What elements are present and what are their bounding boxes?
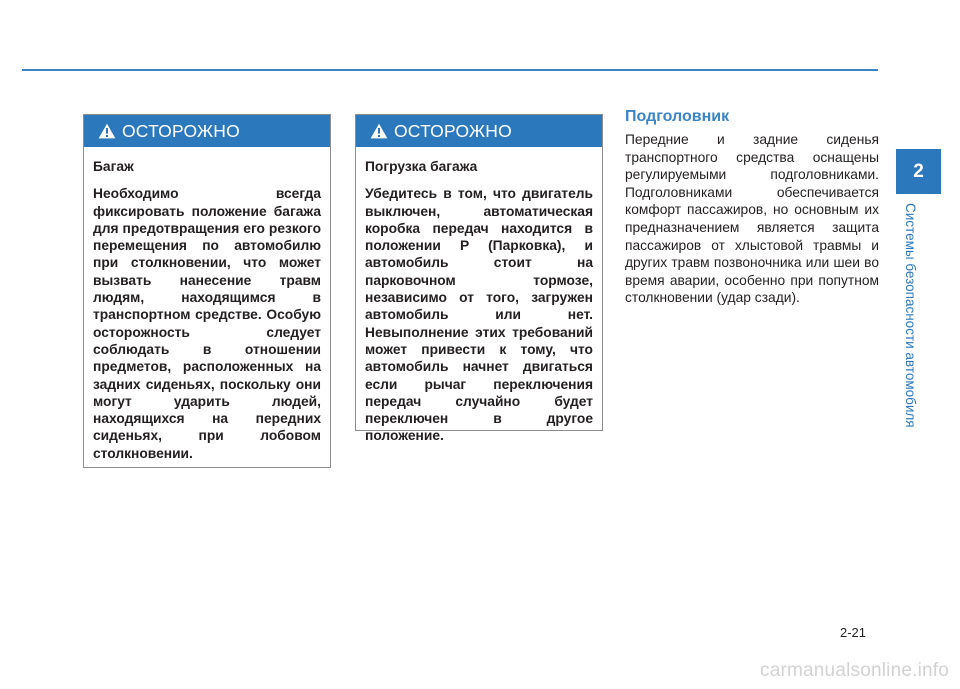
warning-subtitle: Багаж — [93, 159, 134, 174]
warning-header — [356, 115, 602, 147]
warning-header — [84, 115, 330, 147]
page-number: 2-21 — [840, 625, 867, 640]
watermark: carmanualsonline.info — [760, 660, 950, 681]
warning-text: Необходимо всегда фиксировать положение багажа для предотвращения его резкого перемещения по автомобилю при столкновении, что может вызвать нанесение травм людям, находящимся в транспортном средстве. Особую осторожность следует соблюдать в отношении предметов, расположенных на задних сиденьях, поскольку они могут ударить людей, находящихся на передних сиденьях, при лобовом столкновении. — [93, 186, 321, 461]
warning-title: ОСТОРОЖНО — [122, 120, 240, 141]
warning-box-luggage — [83, 114, 331, 468]
section-title: Подголовник — [625, 108, 730, 125]
warning-body — [356, 147, 602, 445]
warning-body — [84, 147, 330, 462]
warning-box-loading — [355, 114, 603, 444]
warning-subtitle: Погрузка багажа — [365, 159, 478, 174]
section-text: Передние и задние сиденья транспортного средства оснащены регулируемыми подголовниками. Подголовниками обеспечивается комфорт пассажиров, но основным их предназначением является защита пассажиров от хлыстовой травмы и других травм позвоночника или шеи во время аварии, особенно при попутном столкновении (удар сзади). — [625, 132, 879, 306]
warning-triangle-icon — [98, 123, 116, 139]
top-divider — [22, 69, 878, 71]
chapter-number-tab: 2 — [896, 149, 941, 194]
chapter-title-vertical: Системы безопасности автомобиля — [903, 203, 918, 428]
warning-title: ОСТОРОЖНО — [394, 120, 512, 141]
warning-triangle-icon — [370, 123, 388, 139]
warning-text: Убедитесь в том, что двигатель выключен, автоматическая коробка передач находится в положении P (Парковка), и автомобиль стоит на парковочном тормозе, независимо от того, загружен автомобиль или нет. Невыполнение этих требований может привести к тому, что автомобиль начнет двигаться если рычаг переключения передач случайно будет переключен в другое положение. — [365, 186, 593, 444]
